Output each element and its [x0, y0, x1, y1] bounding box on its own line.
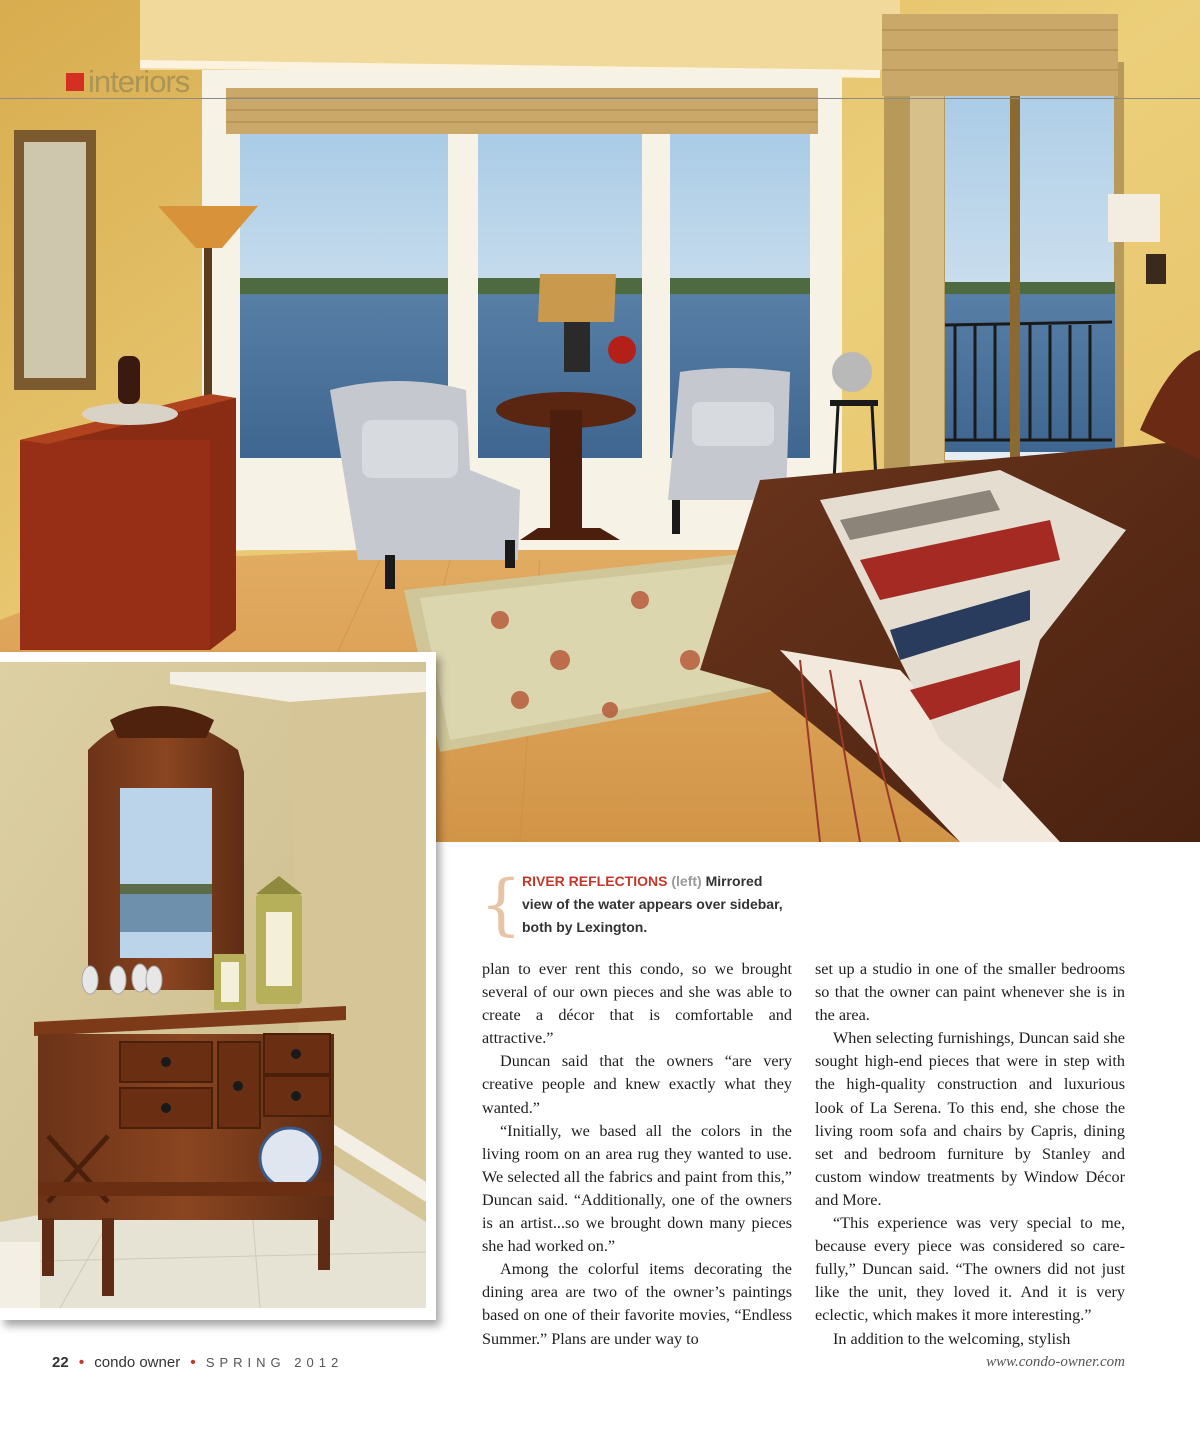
page-folio: [52, 1354, 343, 1371]
inset-sidebar-photo: [0, 662, 426, 1308]
folio-bullet: •: [190, 1354, 196, 1371]
folio-bullet: •: [78, 1354, 85, 1371]
caption-position: (left): [671, 873, 702, 889]
article-paragraph: set up a studio in one of the smaller bedrooms so that the owner can paint whenever she is in the area.: [815, 960, 1125, 1025]
article-paragraph: “Initially, we based all the colors in the living room on an area rug they wanted to use. We selected all the fabrics and paint from this,” Duncan said. “Additionally, one of the owners is an artist...so we brought down many pieces she had worked on.”: [482, 1121, 792, 1256]
caption-text: Mirrored view of the water appears over sidebar, both by Lexington.: [522, 873, 783, 935]
inset-photo-frame: [0, 652, 436, 1320]
page-number: 22: [52, 1354, 69, 1371]
section-tag: [66, 64, 189, 100]
article-paragraph: “This experience was very special to me, because every piece was considered so carefully,” Duncan said. “The owners did not just like the unit, they loved it. And it is very eclectic, which makes it more interesting.”: [815, 1214, 1125, 1325]
article-paragraph: Duncan said that the owners “are very creative people and knew exactly what they wanted.”: [482, 1052, 792, 1117]
magazine-name: condo owner: [94, 1354, 181, 1371]
photo-caption: [480, 866, 784, 943]
website-url: www.condo-owner.com: [986, 1354, 1125, 1370]
issue-date: SPRING 2012: [205, 1355, 344, 1370]
article-column-2: [815, 958, 1125, 1351]
caption-brace-ornament: {: [480, 866, 522, 943]
article-column-1: [482, 958, 792, 1351]
article-paragraph: plan to ever rent this condo, so we brought several of our own pieces and she was able to create a décor that is comfortable and attractive.”: [482, 960, 792, 1048]
article-paragraph: Among the colorful items decorating the dining area are two of the owner’s paintings based on one of their favorite movies, “Endless Summer.” Plans are under way to: [482, 1260, 792, 1348]
caption-title: RIVER REFLECTIONS: [522, 873, 668, 889]
section-label: interiors: [88, 64, 190, 99]
article-paragraph: When selecting furnishings, Duncan said she sought high-end pieces that were in step with the high-quality construction and luxurious look of La Serena. To this end, she chose the living room sofa and chairs by Capris, dining set and bedroom furniture by Stanley and custom window treatments by Window Décor and More.: [815, 1029, 1125, 1209]
section-marker-square: [66, 73, 84, 91]
article-paragraph: In addition to the welcoming, stylish: [833, 1329, 1071, 1348]
